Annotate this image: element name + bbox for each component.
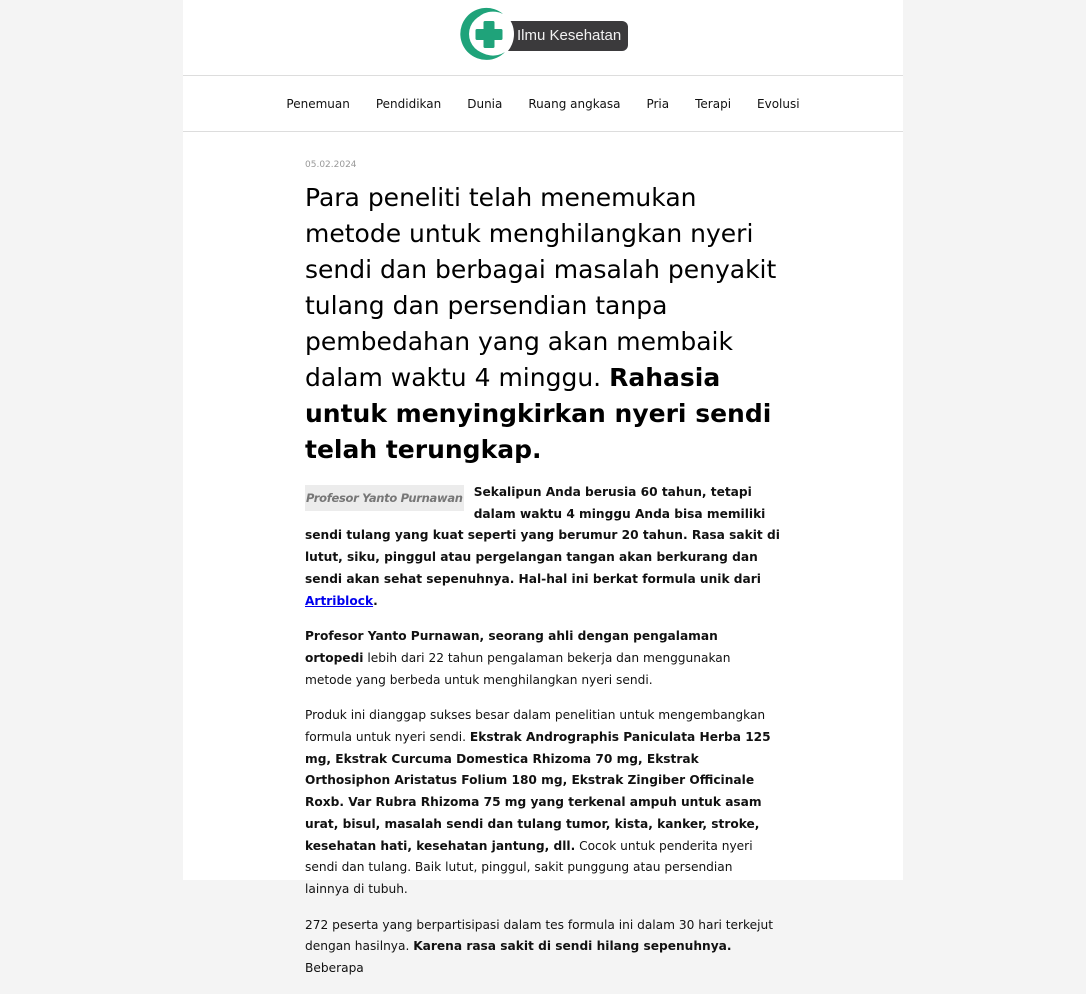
ingredients-bold: Ekstrak Andrographis Paniculata Herba 125 mg, Ekstrak Curcuma Domestica Rhizoma 70 mg, Ekstrak Orthosiphon Aristatus Folium 180 mg, Ekstrak Zingiber Officinale Roxb. Var Rubra Rhizoma 75 mg yang terkenal ampuh untuk asam urat, bisul, masalah sendi dan tulang tumor, kista, kanker, stroke, kesehatan hati, kesehatan jantung, dll. <box>305 730 771 853</box>
site-logo[interactable] <box>459 6 629 62</box>
ingredients-intro: Produk ini dianggap sukses besar dalam penelitian untuk mengembangkan formula untuk nyeri sendi. <box>305 708 766 745</box>
nav-item-terapi[interactable]: Terapi <box>695 96 732 111</box>
artriblock-link[interactable]: Artriblock <box>305 593 374 608</box>
author-caption: Profesor Yanto Purnawan <box>305 485 464 511</box>
title-regular: Para peneliti telah menemukan metode untuk menghilangkan nyeri sendi dan berbagai masalah penyakit tulang dan persendian tanpa pembedahan yang akan membaik dalam waktu 4 minggu. <box>305 183 777 392</box>
participants-bold: Karena rasa sakit di sendi hilang sepenuhnya. <box>413 939 732 954</box>
article-title <box>305 180 780 468</box>
page-container <box>183 0 903 976</box>
logo-text: Ilmu Kesehatan <box>505 21 628 51</box>
nav-item-evolusi[interactable]: Evolusi <box>757 96 800 111</box>
paragraph-intro <box>305 482 780 612</box>
intro-end: . <box>373 593 378 608</box>
expert-bold-text: Profesor Yanto Purnawan, seorang ahli dengan pengalaman ortopedi <box>305 629 718 665</box>
participants-end: Beberapa <box>305 961 364 976</box>
nav-item-pria[interactable]: Pria <box>646 96 670 111</box>
ingredients-end: Cocok untuk penderita nyeri sendi dan tulang. Baik lutut, pinggul, sakit punggung atau persendian lainnya di tubuh. <box>305 838 753 896</box>
nav-item-ruang-angkasa[interactable]: Ruang angkasa <box>528 96 621 111</box>
site-header <box>183 0 903 76</box>
title-bold: Rahasia untuk menyingkirkan nyeri sendi telah terungkap. <box>305 363 772 464</box>
nav-item-pendidikan[interactable]: Pendidikan <box>375 96 442 111</box>
medical-cross-icon <box>459 6 515 62</box>
paragraph-expert <box>305 626 780 691</box>
paragraph-participants <box>305 915 780 980</box>
nav-item-penemuan[interactable]: Penemuan <box>286 96 350 111</box>
article-date: 05.02.2024 <box>305 160 357 170</box>
main-nav <box>183 76 903 132</box>
paragraph-ingredients <box>305 705 780 900</box>
nav-item-dunia[interactable]: Dunia <box>467 96 503 111</box>
expert-text: lebih dari 22 tahun pengalaman bekerja dan menggunakan metode yang berbeda untuk menghilangkan nyeri sendi. <box>305 650 731 687</box>
participants-start: 272 peserta yang berpartisipasi dalam tes formula ini dalam 30 hari terkejut dengan hasilnya. <box>305 917 774 954</box>
article <box>305 160 780 994</box>
intro-bold-text: Sekalipun Anda berusia 60 tahun, tetapi dalam waktu 4 minggu Anda bisa memiliki sendi tulang yang kuat seperti yang berumur 20 tahun. Rasa sakit di lutut, siku, pinggul atau pergelangan tangan akan berkurang dan sendi akan sehat sepenuhnya. Hal-hal ini berkat formula unik dari <box>305 485 780 586</box>
